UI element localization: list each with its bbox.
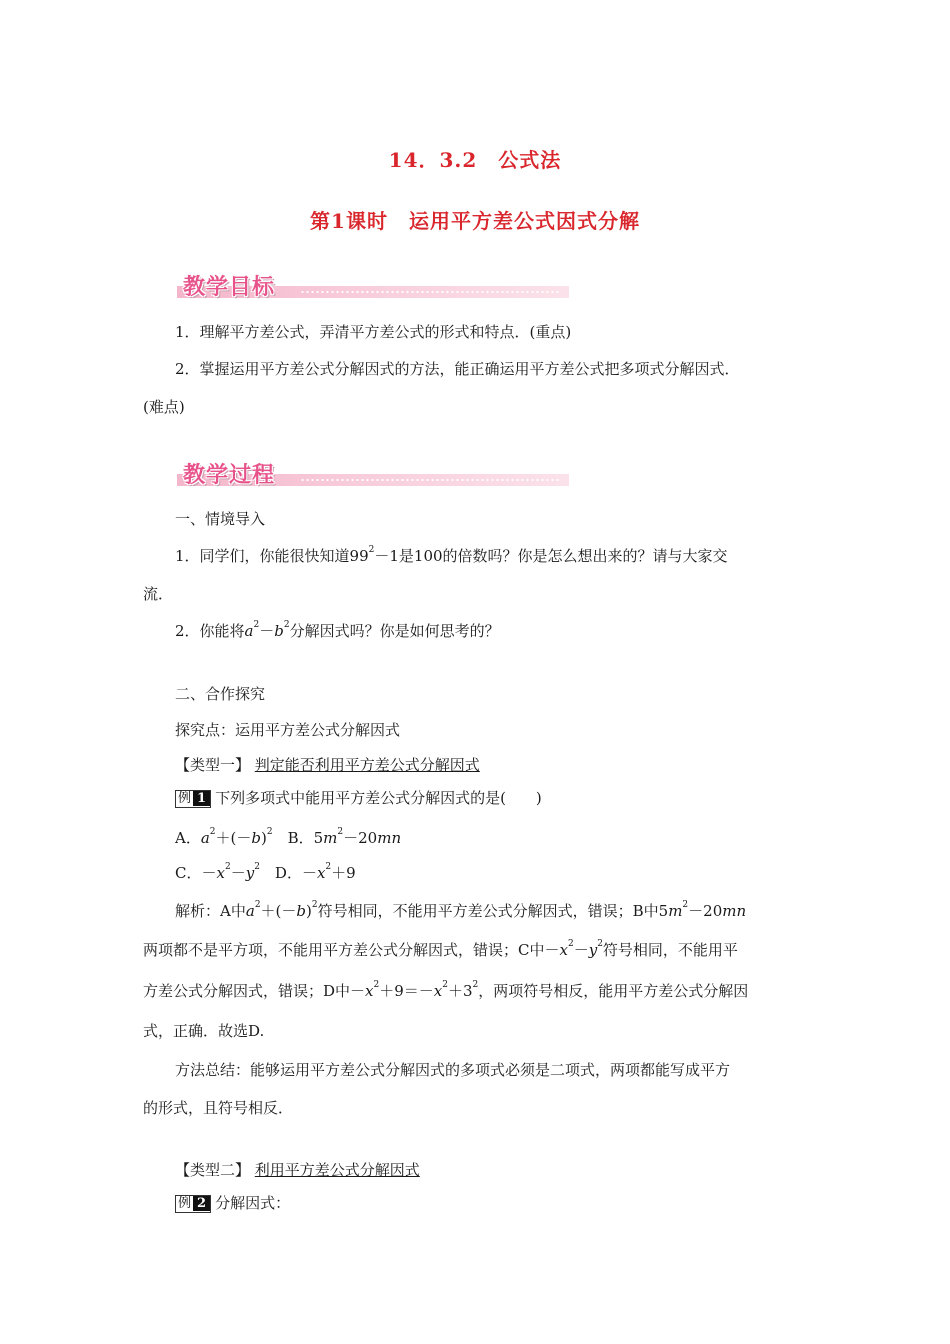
analysis-line-3: 方差公式分解因式，错误；D中$-x^2+9=-x^2+3^2$，两项符号相反，能用平方差公式分解因 xyxy=(143,980,749,1000)
example-badge: 例 2 xyxy=(175,1195,211,1213)
section2-heading: 二、合作探究 xyxy=(175,685,266,703)
banner-teaching-goals xyxy=(175,270,570,300)
goal-2: 2．掌握运用平方差公式分解因式的方法，能正确运用平方差公式把多项式分解因式． xyxy=(175,360,740,378)
example-badge: 例 1 xyxy=(175,790,211,808)
math-expression: $a^2-b^2$ xyxy=(244,620,290,640)
banner-label: 教学过程 xyxy=(183,463,276,488)
question-1: 1．同学们，你能很快知道$99^2-1$是100的倍数吗？你是怎么想出来的？请与大家交 xyxy=(175,545,728,565)
analysis-line-2: 两项都不是平方项，不能用平方差公式分解因式，错误；C中$-x^2-y^2$符号相同，不能用平 xyxy=(143,939,738,959)
section1-heading: 一、情境导入 xyxy=(175,510,266,528)
method-summary: 方法总结：能够运用平方差公式分解因式的多项式必须是二项式，两项都能写成平方 xyxy=(175,1061,731,1079)
lesson-title: 第1课时 运用平方差公式因式分解 xyxy=(310,209,640,233)
goal-2-cont: (难点) xyxy=(143,398,185,416)
banner-label: 教学目标 xyxy=(183,275,276,300)
banner-dots xyxy=(300,478,560,482)
explore-point: 探究点：运用平方差公式分解因式 xyxy=(175,721,401,739)
goal-1: 1．理解平方差公式，弄清平方差公式的形式和特点．(重点) xyxy=(175,323,572,341)
type-1-title: 判定能否利用平方差公式分解因式 xyxy=(254,756,480,774)
banner-teaching-process xyxy=(175,458,570,488)
type-2-heading: 【类型二】 利用平方差公式分解因式 xyxy=(175,1161,420,1179)
analysis-line-4: 式，正确．故选D. xyxy=(143,1022,265,1040)
example-1: 例 1 下列多项式中能用平方差公式分解因式的是( ) xyxy=(175,788,542,808)
question-2: 2．你能将$a^2-b^2$分解因式吗？你是如何思考的？ xyxy=(175,620,500,640)
section-title: 14．3.2 公式法 xyxy=(388,148,562,172)
example-2: 例 2 分解因式： xyxy=(175,1193,290,1213)
type-2-title: 利用平方差公式分解因式 xyxy=(254,1161,420,1179)
method-summary-cont: 的形式，且符号相反． xyxy=(143,1099,294,1117)
options-ab: A．$a^2+(-b)^2$ B．$5m^2-20mn$ xyxy=(175,827,402,847)
options-cd: C．$-x^2-y^2$ D．$-x^2+9$ xyxy=(175,862,356,882)
math-expression: $99^2$ xyxy=(349,545,375,565)
analysis-line-1: 解析：A中$a^2+(-b)^2$符号相同，不能用平方差公式分解因式，错误；B中$5m^2-20mn$ xyxy=(175,900,747,920)
banner-dots xyxy=(300,290,560,294)
question-1-cont: 流． xyxy=(143,585,174,603)
type-1-heading: 【类型一】 判定能否利用平方差公式分解因式 xyxy=(175,756,480,774)
